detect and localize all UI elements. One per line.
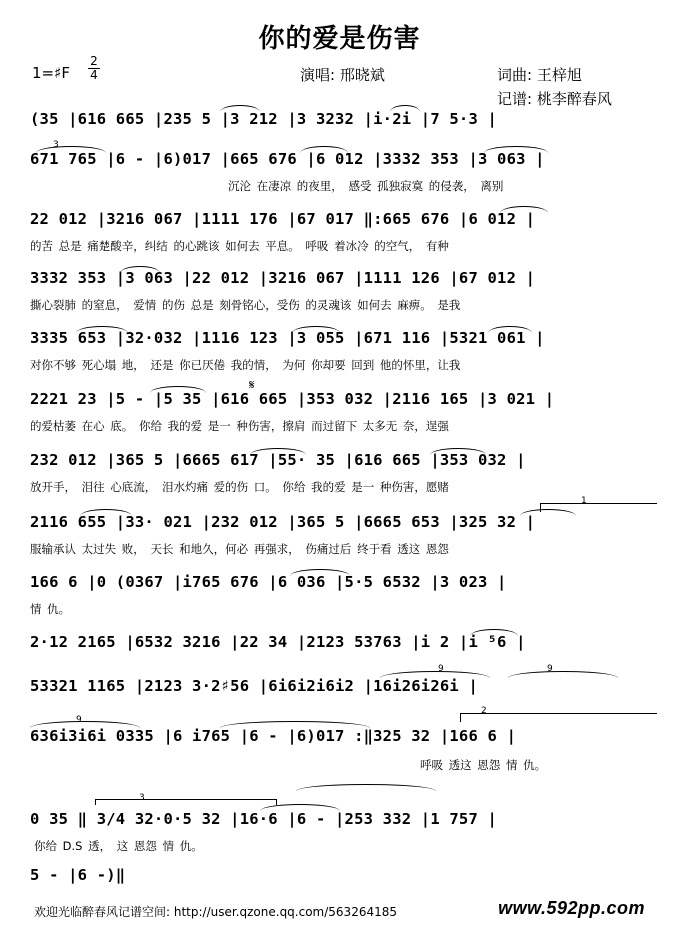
lyric-line: 放开手， 泪往 心底流， 泪水灼痛 爱的伤 口。 你给 我的爱 是一 种伤害，愿赌 bbox=[30, 480, 449, 494]
slur-arc bbox=[80, 509, 132, 516]
segno-sign: 𝄋 bbox=[249, 378, 255, 393]
nonuplet-mark: 9 bbox=[438, 664, 444, 674]
time-signature bbox=[88, 56, 100, 81]
slur-arc bbox=[430, 448, 486, 455]
notation-row: 2116 655 |33· 021 |232 012 |365 5 |6665 653 |325 32 | bbox=[30, 513, 536, 531]
notation-row: 3335 653 |32·032 |1116 123 |3 055 |671 116 |5321 061 | bbox=[30, 329, 545, 347]
slur-arc bbox=[390, 105, 420, 112]
notation-row: 5 - |6 -)‖ bbox=[30, 866, 126, 884]
slur-arc bbox=[292, 326, 340, 333]
notation-row: 166 6 |0 (0367 |i765 676 |6 036 |5·5 6532 |3 023 | bbox=[30, 573, 507, 591]
slur-arc bbox=[250, 448, 306, 455]
lyric-line: 你给 D.S 透， 这 恩怨 情 仇。 bbox=[34, 839, 203, 853]
notation-row: 3332 353 |3 063 |22 012 |3216 067 |1111 126 |67 012 | bbox=[30, 269, 536, 287]
slur-arc bbox=[36, 146, 106, 153]
time-bottom: 4 bbox=[90, 68, 98, 82]
slur-arc bbox=[220, 721, 370, 728]
notation-row: 232 012 |365 5 |6665 617 |55· 35 |616 665 |353 032 | bbox=[30, 451, 526, 469]
lyric-line: 的苦 总是 痛楚酸辛，纠结 的心跳该 如何去 平息。 呼吸 着冰冷 的空气， 有种 bbox=[30, 239, 449, 253]
volta-2-mark: 2 bbox=[481, 706, 487, 716]
composer-credit: 词曲: 王梓旭 bbox=[497, 66, 582, 84]
nonuplet-mark: 9 bbox=[547, 664, 553, 674]
lyric-line: 撕心裂肺 的窒息， 爱情 的伤 总是 刻骨铭心，受伤 的灵魂该 如何去 麻痹。 是我 bbox=[30, 298, 461, 312]
slur-arc bbox=[150, 386, 206, 393]
notation-row: (35 |616 665 |235 5 |3 212 |3 3232 |i·2i |7 5·3 | bbox=[30, 110, 498, 128]
song-title: 你的爱是伤害 bbox=[258, 24, 421, 54]
volta-1-mark: 1 bbox=[581, 496, 587, 506]
slur-arc bbox=[488, 326, 532, 333]
triplet-mark: 3 bbox=[53, 140, 59, 150]
notation-row: 53321 1165 |2123 3·2♯56 |6i6i2i6i2 |16i26i26i | bbox=[30, 677, 478, 695]
lyric-line: 情 仇。 bbox=[30, 602, 71, 616]
notation-row: 636i3i6i 0335 |6 i765 |6 - |6)017 :‖325 32 |166 6 | bbox=[30, 727, 517, 745]
slur-arc bbox=[120, 266, 160, 273]
slur-arc bbox=[508, 671, 618, 678]
slur-arc bbox=[484, 146, 548, 153]
lyric-line: 对你不够 死心塌 地， 还是 你已厌倦 我的情， 为何 你却要 回到 他的怀里，让我 bbox=[30, 358, 461, 372]
lyric-line: 呼吸 透这 恩怨 情 仇。 bbox=[420, 758, 547, 772]
site-watermark: www.592pp.com bbox=[498, 898, 645, 918]
slur-arc bbox=[380, 671, 490, 678]
notation-row: 22 012 |3216 067 |1111 176 |67 017 ‖:665 676 |6 012 | bbox=[30, 210, 536, 228]
lyric-line: 的爱枯萎 在心 底。 你给 我的爱 是一 种伤害，擦肩 而过留下 太多无 奈，逞强 bbox=[30, 419, 449, 433]
transcriber-credit: 记谱: 桃李醉春风 bbox=[497, 90, 612, 108]
triplet-bracket bbox=[95, 799, 277, 805]
slur-arc bbox=[470, 629, 518, 636]
footer-credit: 欢迎光临醉春风记谱空间: http://user.qzone.qq.com/563264185 bbox=[34, 905, 398, 919]
slur-arc bbox=[300, 146, 348, 153]
slur-arc bbox=[260, 804, 340, 811]
singer-credit: 演唱: 邢晓斌 bbox=[300, 66, 385, 84]
slur-arc bbox=[220, 105, 260, 112]
nonuplet-mark: 9 bbox=[76, 715, 82, 725]
key-signature: 1=♯F bbox=[32, 64, 70, 82]
notation-row: 2·12 2165 |6532 3216 |22 34 |2123 53763 |i 2 |i ⁵6 | bbox=[30, 633, 526, 651]
volta-1-bracket bbox=[540, 503, 657, 512]
notation-row: 671 765 |6 - |6)017 |665 676 |6 012 |3332 353 |3 063 | bbox=[30, 150, 545, 168]
volta-2-bracket bbox=[460, 713, 657, 722]
notation-row: 2221 23 |5 - |5 35 |616 665 |353 032 |2116 165 |3 021 | bbox=[30, 390, 555, 408]
lyric-line: 沉沦 在凄凉 的夜里， 感受 孤独寂寞 的侵袭， 离别 bbox=[228, 179, 504, 193]
lyric-line: 服输承认 太过失 败， 天长 和地久，何必 再强求， 伤痛过后 终于看 透这 恩怨 bbox=[30, 542, 449, 556]
time-top: 2 bbox=[90, 54, 98, 68]
triplet-mark: 3 bbox=[139, 793, 145, 803]
slur-arc bbox=[290, 569, 350, 576]
slur-arc bbox=[76, 326, 128, 333]
notation-row: 0 35 ‖ 3/4 32·0·5 32 |16·6 |6 - |253 332 |1 757 | bbox=[30, 810, 498, 828]
slur-arc bbox=[296, 784, 436, 791]
slur-arc bbox=[30, 721, 140, 728]
slur-arc bbox=[500, 206, 548, 213]
